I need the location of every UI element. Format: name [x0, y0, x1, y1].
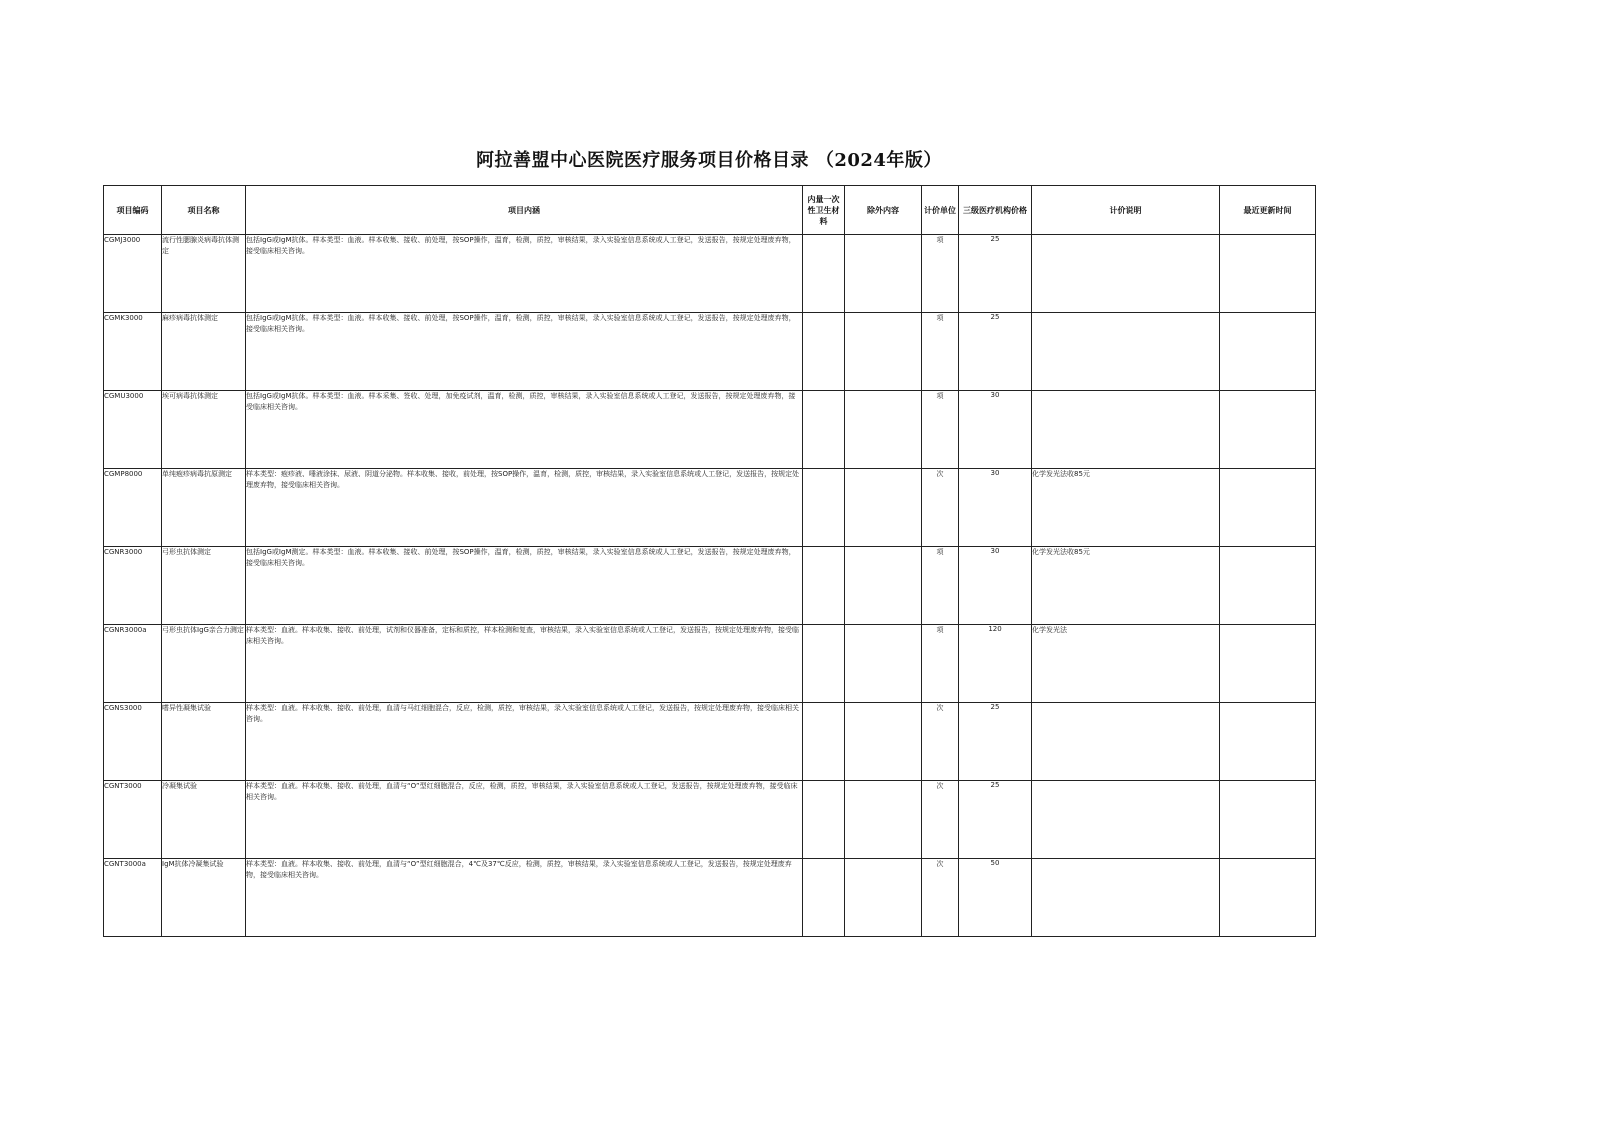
cell-code: CGNR3000a	[104, 625, 162, 703]
cell-unit: 次	[922, 781, 959, 859]
cell-notes	[1032, 703, 1220, 781]
cell-unit: 次	[922, 469, 959, 547]
cell-updated	[1220, 859, 1316, 937]
cell-price: 25	[959, 313, 1032, 391]
cell-price: 25	[959, 781, 1032, 859]
cell-content: 包括IgG或IgM抗体。样本类型：血液。样本采集、签收、处理，加免疫试剂，温育，检测，质控，审核结果，录入实验室信息系统或人工登记，发送报告，按规定处理废弃物，接受临床相关咨询。	[246, 391, 803, 469]
table-row	[104, 547, 1316, 625]
table-row	[104, 235, 1316, 313]
cell-updated	[1220, 313, 1316, 391]
header-content: 项目内涵	[246, 186, 803, 235]
cell-unit: 项	[922, 547, 959, 625]
cell-name: 弓形虫抗体测定	[162, 547, 246, 625]
cell-name: IgM抗体冷凝集试验	[162, 859, 246, 937]
cell-updated	[1220, 781, 1316, 859]
header-name: 项目名称	[162, 186, 246, 235]
cell-content: 包括IgG或IgM抗体。样本类型：血液。样本收集、接收、前处理，按SOP操作，温育，检测，质控，审核结果，录入实验室信息系统或人工登记，发送报告，按规定处理废弃物，接受临床相关咨询。	[246, 235, 803, 313]
cell-notes	[1032, 313, 1220, 391]
cell-materials	[803, 469, 845, 547]
cell-content: 样本类型：疱疹液、唾液涂抹、尿液、阴道分泌物。样本收集、接收，前处理，按SOP操作，温育，检测，质控，审核结果，录入实验室信息系统或人工登记，发送报告，按规定处理废弃物，接受临床相关咨询。	[246, 469, 803, 547]
cell-content: 样本类型：血液。样本收集、接收、前处理，血清与“O”型红细胞混合，4℃及37℃反应，检测，质控，审核结果，录入实验室信息系统或人工登记，发送报告，按规定处理废弃物，接受临床相关咨询。	[246, 859, 803, 937]
cell-code: CGNS3000	[104, 703, 162, 781]
cell-materials	[803, 781, 845, 859]
cell-updated	[1220, 547, 1316, 625]
header-unit: 计价单位	[922, 186, 959, 235]
cell-name: 埃可病毒抗体测定	[162, 391, 246, 469]
cell-name: 麻疹病毒抗体测定	[162, 313, 246, 391]
cell-materials	[803, 547, 845, 625]
header-notes: 计价说明	[1032, 186, 1220, 235]
cell-name: 弓形虫抗体IgG亲合力测定	[162, 625, 246, 703]
cell-exclusions	[845, 547, 922, 625]
cell-exclusions	[845, 391, 922, 469]
cell-unit: 项	[922, 313, 959, 391]
table-row	[104, 391, 1316, 469]
cell-price: 30	[959, 547, 1032, 625]
cell-price: 25	[959, 703, 1032, 781]
table-row	[104, 781, 1316, 859]
table-row	[104, 703, 1316, 781]
cell-unit: 次	[922, 703, 959, 781]
cell-notes: 化学发光法收85元	[1032, 469, 1220, 547]
cell-content: 包括IgG或IgM测定。样本类型：血液。样本收集、接收、前处理，按SOP操作，温育，检测，质控，审核结果，录入实验室信息系统或人工登记，发送报告，按规定处理废弃物，接受临床相关咨询。	[246, 547, 803, 625]
cell-unit: 项	[922, 235, 959, 313]
cell-exclusions	[845, 313, 922, 391]
cell-exclusions	[845, 859, 922, 937]
header-price: 三级医疗机构价格	[959, 186, 1032, 235]
cell-code: CGNT3000	[104, 781, 162, 859]
cell-notes	[1032, 859, 1220, 937]
cell-exclusions	[845, 235, 922, 313]
cell-notes: 化学发光法	[1032, 625, 1220, 703]
cell-price: 50	[959, 859, 1032, 937]
cell-price: 25	[959, 235, 1032, 313]
cell-code: CGNT3000a	[104, 859, 162, 937]
table-header-row	[104, 186, 1316, 235]
cell-materials	[803, 235, 845, 313]
cell-notes	[1032, 235, 1220, 313]
cell-notes: 化学发光法收85元	[1032, 547, 1220, 625]
cell-updated	[1220, 469, 1316, 547]
cell-exclusions	[845, 469, 922, 547]
header-exclusions: 除外内容	[845, 186, 922, 235]
cell-materials	[803, 703, 845, 781]
cell-code: CGMJ3000	[104, 235, 162, 313]
table-row	[104, 469, 1316, 547]
price-table	[103, 185, 1316, 937]
cell-price: 30	[959, 391, 1032, 469]
cell-exclusions	[845, 625, 922, 703]
cell-notes	[1032, 391, 1220, 469]
cell-price: 120	[959, 625, 1032, 703]
cell-content: 样本类型：血液。样本收集、接收、前处理，血清与马红细胞混合，反应，检测，质控，审核结果，录入实验室信息系统或人工登记，发送报告，按规定处理废弃物，接受临床相关咨询。	[246, 703, 803, 781]
cell-exclusions	[845, 703, 922, 781]
cell-name: 单纯疱疹病毒抗原测定	[162, 469, 246, 547]
cell-notes	[1032, 781, 1220, 859]
cell-updated	[1220, 703, 1316, 781]
table-row	[104, 313, 1316, 391]
header-materials: 内量一次性卫生材料	[803, 186, 845, 235]
cell-updated	[1220, 235, 1316, 313]
header-code: 项目编码	[104, 186, 162, 235]
cell-price: 30	[959, 469, 1032, 547]
cell-materials	[803, 313, 845, 391]
cell-content: 样本类型：血液。样本收集、接收、前处理，试剂和仪器准备，定标和质控，样本检测和复查，审核结果，录入实验室信息系统或人工登记，发送报告，按规定处理废弃物，接受临床相关咨询。	[246, 625, 803, 703]
cell-updated	[1220, 625, 1316, 703]
cell-code: CGMP8000	[104, 469, 162, 547]
cell-unit: 项	[922, 391, 959, 469]
cell-code: CGMU3000	[104, 391, 162, 469]
cell-unit: 项	[922, 625, 959, 703]
cell-updated	[1220, 391, 1316, 469]
cell-materials	[803, 625, 845, 703]
cell-exclusions	[845, 781, 922, 859]
header-updated: 最近更新时间	[1220, 186, 1316, 235]
cell-name: 流行性腮腺炎病毒抗体测定	[162, 235, 246, 313]
cell-code: CGNR3000	[104, 547, 162, 625]
cell-materials	[803, 859, 845, 937]
cell-code: CGMK3000	[104, 313, 162, 391]
cell-materials	[803, 391, 845, 469]
cell-name: 冷凝集试验	[162, 781, 246, 859]
table-row	[104, 859, 1316, 937]
cell-name: 嗜异性凝集试验	[162, 703, 246, 781]
document-title: 阿拉善盟中心医院医疗服务项目价格目录 （2024年版）	[476, 150, 942, 171]
cell-content: 包括IgG或IgM抗体。样本类型：血液。样本收集、接收、前处理，按SOP操作，温育，检测，质控，审核结果，录入实验室信息系统或人工登记，发送报告，按规定处理废弃物，接受临床相关咨询。	[246, 313, 803, 391]
table-row	[104, 625, 1316, 703]
cell-unit: 次	[922, 859, 959, 937]
cell-content: 样本类型：血液。样本收集、接收、前处理，血清与“O”型红细胞混合，反应，检测，质控，审核结果，录入实验室信息系统或人工登记，发送报告，按规定处理废弃物，接受临床相关咨询。	[246, 781, 803, 859]
